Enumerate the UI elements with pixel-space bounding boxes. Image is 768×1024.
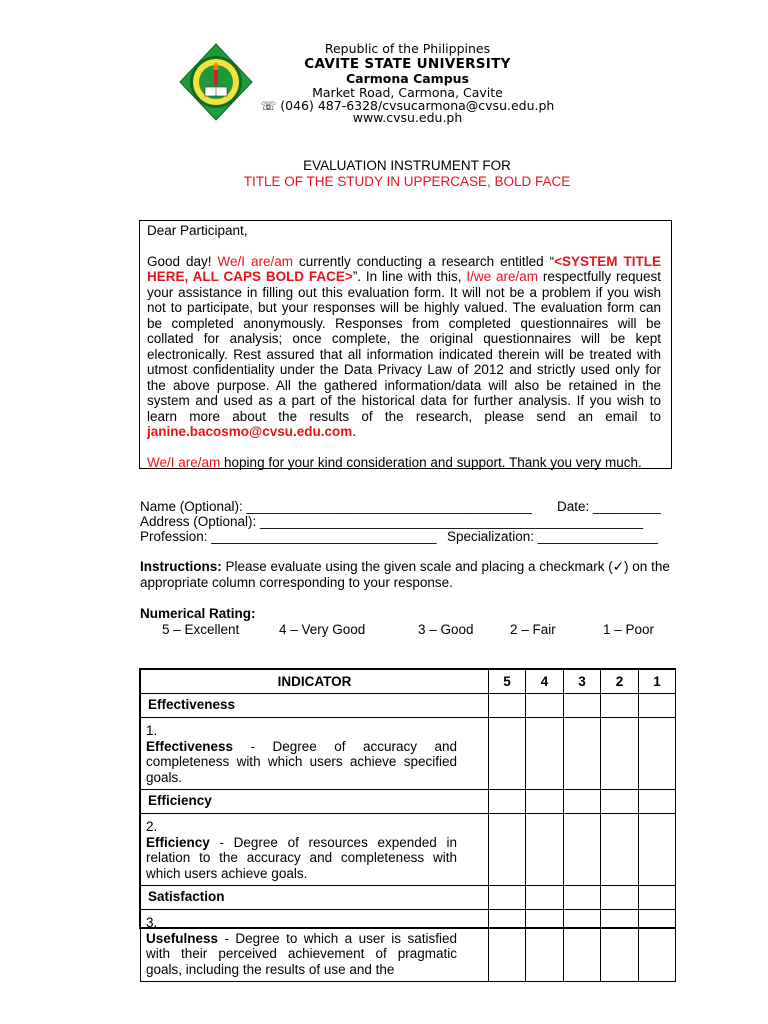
letter-iwe-placeholder: I/we are/am (466, 269, 538, 284)
indicator-title: Effectiveness (146, 738, 234, 754)
indicator-description: - Degree to which a user is satisfied with their perceived achievement of pragmatic goals, including the results of use and the (146, 930, 457, 977)
rating-cell[interactable] (601, 814, 639, 886)
rating-cell[interactable] (601, 694, 639, 718)
section-satisfaction: Satisfaction (141, 886, 489, 910)
letter-salutation: Dear Participant, (147, 223, 248, 238)
rating-cell[interactable] (601, 718, 639, 790)
instructions-text: Please evaluate using the given scale and placing a checkmark (✓) on the appropriate column corresponding to your response. (140, 559, 670, 590)
score-header-4: 4 (526, 670, 564, 694)
rating-cell[interactable] (601, 886, 639, 910)
instructions-label: Instructions: (140, 559, 222, 574)
indicator-text (146, 739, 457, 786)
letter-text: . (352, 424, 356, 439)
score-header-2: 2 (601, 670, 639, 694)
rating-cell[interactable] (526, 814, 564, 886)
indicator-title: Usefulness (146, 930, 219, 946)
indicator-efficiency (141, 814, 489, 886)
indicator-number: 3. (146, 915, 158, 930)
rating-cell[interactable] (564, 790, 601, 814)
contact-email[interactable]: janine.bacosmo@cvsu.edu.com (147, 424, 353, 439)
rating-cell[interactable] (526, 694, 564, 718)
indicator-text (146, 931, 457, 978)
rating-cell[interactable] (489, 910, 526, 982)
rating-4: 4 – Very Good (279, 622, 366, 637)
indicator-row (141, 910, 676, 982)
document-title: EVALUATION INSTRUMENT FOR (303, 158, 511, 173)
address-field[interactable]: Address (Optional): ___________________________________________________ (140, 514, 643, 529)
rating-cell[interactable] (526, 910, 564, 982)
letter-body (147, 254, 661, 440)
rating-1: 1 – Poor (603, 622, 655, 637)
evaluation-table (139, 668, 676, 977)
indicator-number: 1. (146, 723, 158, 738)
rating-2: 2 – Fair (510, 622, 556, 637)
rating-5: 5 – Excellent (162, 622, 240, 637)
indicator-title: Efficiency (146, 834, 210, 850)
university-seal-logo (178, 42, 254, 122)
closing-we-placeholder: We/I are/am (147, 454, 221, 470)
rating-cell[interactable] (639, 814, 676, 886)
system-title-placeholder: <SYSTEM TITLE HERE, ALL CAPS BOLD FACE> (147, 253, 661, 284)
section-row (141, 886, 676, 910)
indicator-text (146, 835, 457, 882)
rating-cell[interactable] (489, 718, 526, 790)
name-field[interactable]: Name (Optional): ______________________________________ (140, 499, 532, 514)
rating-cell[interactable] (489, 694, 526, 718)
indicator-description: - Degree of accuracy and completeness with which users achieve specified goals. (146, 738, 457, 785)
rating-cell[interactable] (489, 790, 526, 814)
participant-letter (139, 220, 672, 469)
rating-cell[interactable] (564, 886, 601, 910)
rating-cell[interactable] (526, 790, 564, 814)
letter-text: ”. In line with this, (352, 269, 467, 284)
rating-cell[interactable] (489, 814, 526, 886)
indicator-row (141, 718, 676, 790)
campus-address: Market Road, Carmona, Cavite (312, 85, 503, 100)
profession-field[interactable]: Profession: ______________________________ (140, 529, 437, 544)
letter-closing (147, 455, 661, 471)
numerical-rating-heading: Numerical Rating: (140, 606, 256, 621)
table-header-row (141, 670, 676, 694)
rating-3: 3 – Good (418, 622, 474, 637)
letter-text: respectfully request your assistance in filling out this evaluation form. It will not be a problem if you wish not to participate, but your responses will be highly valued. The evaluation form can be completed anonymously. Responses from completed questionnaires will be collated for analysis; once complete, the original questionnaires will be kept electronically. Rest assured that all information indicated therein will be treated with utmost confidentiality under the Data Privacy Law of 2012 and strictly used only for the above purpose. All the gathered information/data will also be retained in the system and used as a part of the historical data for further analysis. If you wish to learn more about the results of the research, please send an email to (147, 269, 662, 424)
section-row (141, 790, 676, 814)
section-row (141, 694, 676, 718)
rating-cell[interactable] (639, 694, 676, 718)
rating-cell[interactable] (601, 790, 639, 814)
score-header-5: 5 (489, 670, 526, 694)
rating-cell[interactable] (564, 718, 601, 790)
section-efficiency: Efficiency (141, 790, 489, 814)
rating-cell[interactable] (489, 886, 526, 910)
rating-cell[interactable] (639, 718, 676, 790)
indicator-description: - Degree of resources expended in relation to the accuracy and completeness with which users achieve goals. (146, 834, 457, 881)
rating-cell[interactable] (526, 718, 564, 790)
indicator-header: INDICATOR (141, 670, 489, 694)
instructions (140, 559, 675, 591)
letter-text: Good day! (147, 253, 218, 269)
rating-cell[interactable] (564, 910, 601, 982)
university-name: CAVITE STATE UNIVERSITY (304, 56, 511, 72)
date-field[interactable]: Date: _________ (557, 499, 661, 514)
republic-line: Republic of the Philippines (324, 41, 491, 56)
section-effectiveness: Effectiveness (141, 694, 489, 718)
closing-text: hoping for your kind consideration and support. Thank you very much. (220, 454, 642, 470)
website-line: www.cvsu.edu.ph (352, 110, 463, 125)
study-title-placeholder: TITLE OF THE STUDY IN UPPERCASE, BOLD FACE (243, 174, 571, 189)
score-header-1: 1 (639, 670, 676, 694)
score-header-3: 3 (564, 670, 601, 694)
rating-cell[interactable] (564, 814, 601, 886)
specialization-field[interactable]: Specialization: ________________ (447, 529, 658, 544)
letter-text: currently conducting a research entitled “ (293, 253, 555, 269)
rating-cell[interactable] (639, 910, 676, 982)
indicator-usefulness (141, 910, 489, 982)
rating-cell[interactable] (639, 790, 676, 814)
rating-cell[interactable] (564, 694, 601, 718)
indicator-row (141, 814, 676, 886)
rating-cell[interactable] (601, 910, 639, 982)
indicator-effectiveness (141, 718, 489, 790)
rating-cell[interactable] (526, 886, 564, 910)
letter-we-placeholder: We/I are/am (217, 253, 294, 269)
rating-cell[interactable] (639, 886, 676, 910)
indicator-number: 2. (146, 819, 158, 834)
campus-name: Carmona Campus (346, 71, 469, 86)
contact-line: ☏ (046) 487-6328/cvsucarmona@cvsu.edu.ph (260, 98, 555, 113)
